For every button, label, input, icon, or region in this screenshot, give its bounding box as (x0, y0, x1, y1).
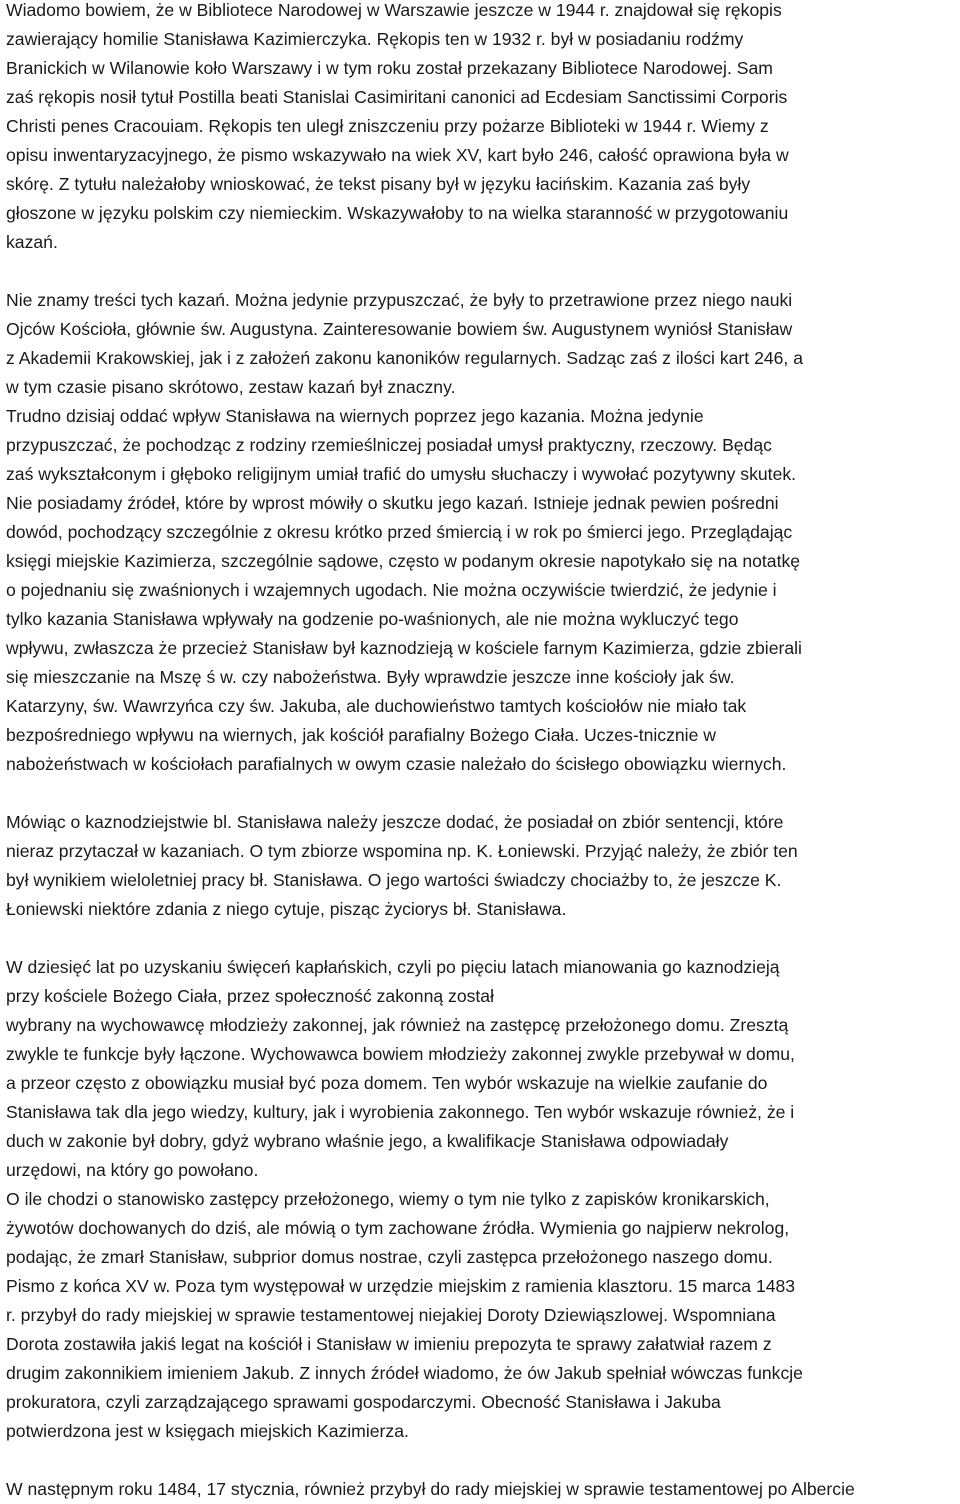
paragraph-spacer (6, 1446, 954, 1475)
paragraph-spacer (6, 924, 954, 953)
paragraph-sermons: Nie znamy treści tych kazań. Można jedynie przypuszczać, że były to przetrawione przez niego nauki Ojców Kościoła, głównie św. Augustyna. Zainteresowanie bowiem św. Augustynem wyniósł Stanisław z Akademii Krakowskiej, jak i z założeń zakonu kanoników regularnych. Sadząc zaś z ilości kart 246, a w tym czasie pisano skrótowo, zestaw kazań był znaczny. Trudno dzisiaj oddać wpływ Stanisława na wiernych poprzez jego kazania. Można jedynie przypuszczać, że pochodząc z rodziny rzemieślniczej posiadał umysł praktyczny, rzeczowy. Będąc zaś wykształconym i głęboko religijnym umiał trafić do umysłu słuchaczy i wywołać pozytywny skutek. Nie posiadamy źródeł, które by wprost mówiły o skutku jego kazań. Istnieje jednak pewien pośredni dowód, pochodzący szczególnie z okresu krótko przed śmiercią i w rok po śmierci jego. Przeglądając księgi miejskie Kazimierza, szczególnie sądowe, często w podanym okresie napotykało się na notatkę o pojednaniu się zwaśnionych i wzajemnych ugodach. Nie można oczywiście twierdzić, że jedynie i tylko kazania Stanisława wpływały na godzenie po-waśnionych, ale nie można wykluczyć tego wpływu, zwłaszcza że przecież Stanisław był kaznodzieją w kościele farnym Kazimierza, gdzie zbierali się mieszczanie na Mszę ś w. czy nabożeństwa. Były wprawdzie jeszcze inne kościoły jak św. Katarzyny, św. Wawrzyńca czy św. Jakuba, ale duchowieństwo tamtych kościołów nie miało tak bezpośredniego wpływu na wiernych, jak kościół parafialny Bożego Ciała. Uczes-tnicznie w nabożeństwach w kościołach parafialnych w owym czasie należało do ścisłego obowiązku wiernych. (6, 290, 803, 774)
paragraph-spacer (6, 779, 954, 808)
paragraph-manuscript: Wiadomo bowiem, że w Bibliotece Narodowej w Warszawie jeszcze w 1944 r. znajdował się rękopis zawierający homilie Stanisława Kazimierczyka. Rękopis ten w 1932 r. był w posiadaniu rodźmy Branickich w Wilanowie koło Warszawy i w tym roku został przekazany Bibliotece Narodowej. Sam zaś rękopis nosił tytuł Postilla beati Stanislai Casimiritani canonici ad Ecdesiam Sanctissimi Corporis Christi penes Cracouiam. Rękopis ten uległ zniszczeniu przy pożarze Biblioteki w 1944 r. Wiemy z opisu inwentaryzacyjnego, że pismo wskazywało na wiek XV, kart było 246, całość oprawiona była w skórę. Z tytułu należałoby wnioskować, że tekst pisany był w języku łacińskim. Kazania zaś były głoszone w języku polskim czy niemieckim. Wskazywałoby to na wielka staranność w przygotowaniu kazań. (6, 0, 789, 252)
paragraph-spacer (6, 257, 954, 286)
paragraph-following-year: W następnym roku 1484, 17 stycznia, również przybył do rady miejskiej w sprawie testamentowej po Albercie (6, 1479, 855, 1499)
paragraph-subprior: W dziesięć lat po uzyskaniu święceń kapłańskich, czyli po pięciu latach mianowania go kaznodzieją przy kościele Bożego Ciała, przez społeczność zakonną został wybrany na wychowawcę młodzieży zakonnej, jak również na zastępcę przełożonego domu. Zresztą zwykle te funkcje były łączone. Wychowawca bowiem młodzieży zakonnej zwykle przebywał w domu, a przeor często z obowiązku musiał być poza domem. Ten wybór wskazuje na wielkie zaufanie do Stanisława tak dla jego wiedzy, kultury, jak i wyrobienia zakonnego. Ten wybór wskazuje również, że i duch w zakonie był dobry, gdyż wybrano właśnie jego, a kwalifikacje Stanisława odpowiadały urzędowi, na który go powołano. O ile chodzi o stanowisko zastępcy przełożonego, wiemy o tym nie tylko z zapisków kronikarskich, żywotów dochowanych do dziś, ale mówią o tym zachowane źródła. Wymienia go najpierw nekrolog, podając, że zmarł Stanisław, subprior domus nostrae, czyli zastępca przełożonego naszego domu. Pismo z końca XV w. Poza tym występował w urzędzie miejskim z ramienia klasztoru. 15 marca 1483 r. przybył do rady miejskiej w sprawie testamentowej niejakiej Doroty Dziewiąszlowej. Wspomniana Dorota zostawiła jakiś legat na kościół i Stanisław w imieniu prepozyta te sprawy załatwiał razem z drugim zakonnikiem imieniem Jakub. Z innych źródeł wiadomo, że ów Jakub spełniał wówczas funkcje prokuratora, czyli zarządzającego sprawami gospodarczymi. Obecność Stanisława i Jakuba potwierdzona jest w księgach miejskich Kazimierza. (6, 957, 803, 1441)
paragraph-sentences: Mówiąc o kaznodziejstwie bl. Stanisława należy jeszcze dodać, że posiadał on zbiór sentencji, które nieraz przytaczał w kazaniach. O tym zbiorze wspomina np. K. Łoniewski. Przyjąć należy, że zbiór ten był wynikiem wieloletniej pracy bł. Stanisława. O jego wartości świadczy chociażby to, że jeszcze K. Łoniewski niektóre zdania z niego cytuje, pisząc życiorys bł. Stanisława. (6, 812, 798, 919)
document-page (6, 0, 954, 1504)
